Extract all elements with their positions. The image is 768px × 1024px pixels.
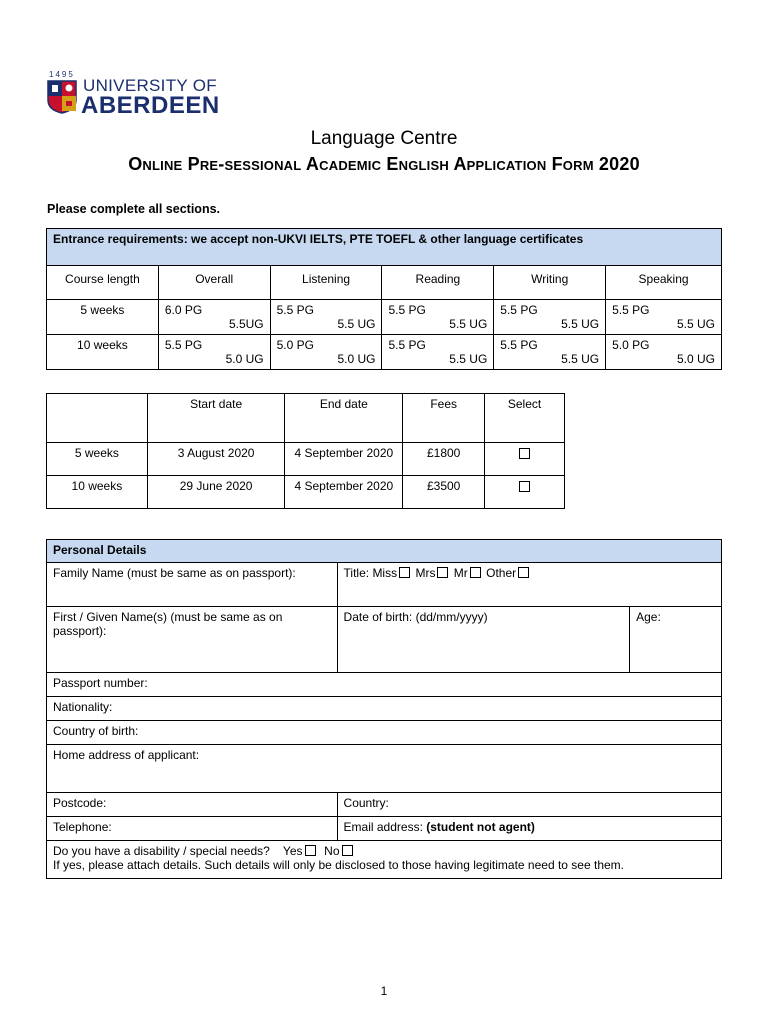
- age-field[interactable]: Age:: [630, 607, 722, 673]
- telephone-field[interactable]: Telephone:: [47, 817, 338, 841]
- family-name-field[interactable]: Family Name (must be same as on passport):: [47, 563, 338, 607]
- score-cell: 5.5 PG 5.0 UG: [158, 335, 270, 370]
- centre-title: Language Centre: [310, 128, 458, 149]
- page-number: 1: [380, 984, 388, 998]
- column-header: Select: [485, 394, 565, 443]
- requirements-title: Entrance requirements: we accept non-UKVI IELTS, PTE TOEFL & other language certificates: [47, 229, 722, 266]
- fee: £3500: [403, 476, 485, 509]
- form-title: Online Pre-sessional Academic English Application Form 2020: [128, 154, 640, 174]
- course-length: 10 weeks: [47, 335, 159, 370]
- column-header: Start date: [147, 394, 285, 443]
- personal-details-table: [46, 539, 722, 879]
- column-header: Speaking: [606, 266, 722, 300]
- passport-field[interactable]: Passport number:: [47, 673, 722, 697]
- select-cell: [485, 443, 565, 476]
- table-row: [47, 300, 722, 335]
- score-cell: 5.5 PG 5.5 UG: [382, 335, 494, 370]
- select-5-weeks-checkbox[interactable]: [519, 448, 530, 459]
- logo-line1: UNIVERSITY OF: [83, 76, 217, 95]
- logo-year: 1495: [49, 70, 75, 79]
- column-header: [47, 394, 148, 443]
- score-cell: 5.5 PG 5.5 UG: [382, 300, 494, 335]
- start-date: 29 June 2020: [147, 476, 285, 509]
- end-date: 4 September 2020: [285, 476, 403, 509]
- score-cell: 5.0 PG 5.0 UG: [606, 335, 722, 370]
- score-cell: 5.0 PG 5.0 UG: [270, 335, 382, 370]
- score-cell: 5.5 PG 5.5 UG: [494, 335, 606, 370]
- table-row: [47, 443, 565, 476]
- disability-field: Do you have a disability / special needs? Yes No If yes, please attach details. Such details will only be disclosed to those having legitimate need to see them.: [47, 841, 722, 879]
- instruction-text: Please complete all sections.: [47, 202, 220, 216]
- table-row: [47, 335, 722, 370]
- requirements-table: [46, 228, 722, 370]
- disability-no-checkbox[interactable]: [342, 845, 353, 856]
- course-dates-table: [46, 393, 565, 509]
- score-cell: 5.5 PG 5.5 UG: [494, 300, 606, 335]
- column-header: Fees: [403, 394, 485, 443]
- select-cell: [485, 476, 565, 509]
- column-header: Overall: [158, 266, 270, 300]
- course-length: 5 weeks: [47, 300, 159, 335]
- crest-icon: [47, 80, 77, 114]
- score-cell: 6.0 PG 5.5UG: [158, 300, 270, 335]
- personal-details-title: Personal Details: [47, 540, 722, 563]
- select-10-weeks-checkbox[interactable]: [519, 481, 530, 492]
- university-logo: [45, 70, 220, 118]
- logo-line2: ABERDEEN: [81, 92, 220, 119]
- home-address-field[interactable]: Home address of applicant:: [47, 745, 722, 793]
- title-mrs-checkbox[interactable]: [437, 567, 448, 578]
- country-field[interactable]: Country:: [337, 793, 721, 817]
- email-field[interactable]: Email address: (student not agent): [337, 817, 721, 841]
- fee: £1800: [403, 443, 485, 476]
- dob-field[interactable]: Date of birth: (dd/mm/yyyy): [337, 607, 630, 673]
- column-header: End date: [285, 394, 403, 443]
- table-header-row: [47, 394, 565, 443]
- title-other-checkbox[interactable]: [518, 567, 529, 578]
- nationality-field[interactable]: Nationality:: [47, 697, 722, 721]
- start-date: 3 August 2020: [147, 443, 285, 476]
- course-length: 5 weeks: [47, 443, 148, 476]
- disability-yes-checkbox[interactable]: [305, 845, 316, 856]
- column-header: Reading: [382, 266, 494, 300]
- title-mr-checkbox[interactable]: [470, 567, 481, 578]
- end-date: 4 September 2020: [285, 443, 403, 476]
- column-header: Writing: [494, 266, 606, 300]
- table-row: [47, 476, 565, 509]
- column-header: Listening: [270, 266, 382, 300]
- table-header-row: [47, 266, 722, 300]
- title-field: Title: Miss Mrs Mr Other: [337, 563, 721, 607]
- course-length: 10 weeks: [47, 476, 148, 509]
- title-miss-checkbox[interactable]: [399, 567, 410, 578]
- given-name-field[interactable]: First / Given Name(s) (must be same as on passport):: [47, 607, 338, 673]
- country-of-birth-field[interactable]: Country of birth:: [47, 721, 722, 745]
- score-cell: 5.5 PG 5.5 UG: [270, 300, 382, 335]
- score-cell: 5.5 PG 5.5 UG: [606, 300, 722, 335]
- postcode-field[interactable]: Postcode:: [47, 793, 338, 817]
- column-header: Course length: [47, 266, 159, 300]
